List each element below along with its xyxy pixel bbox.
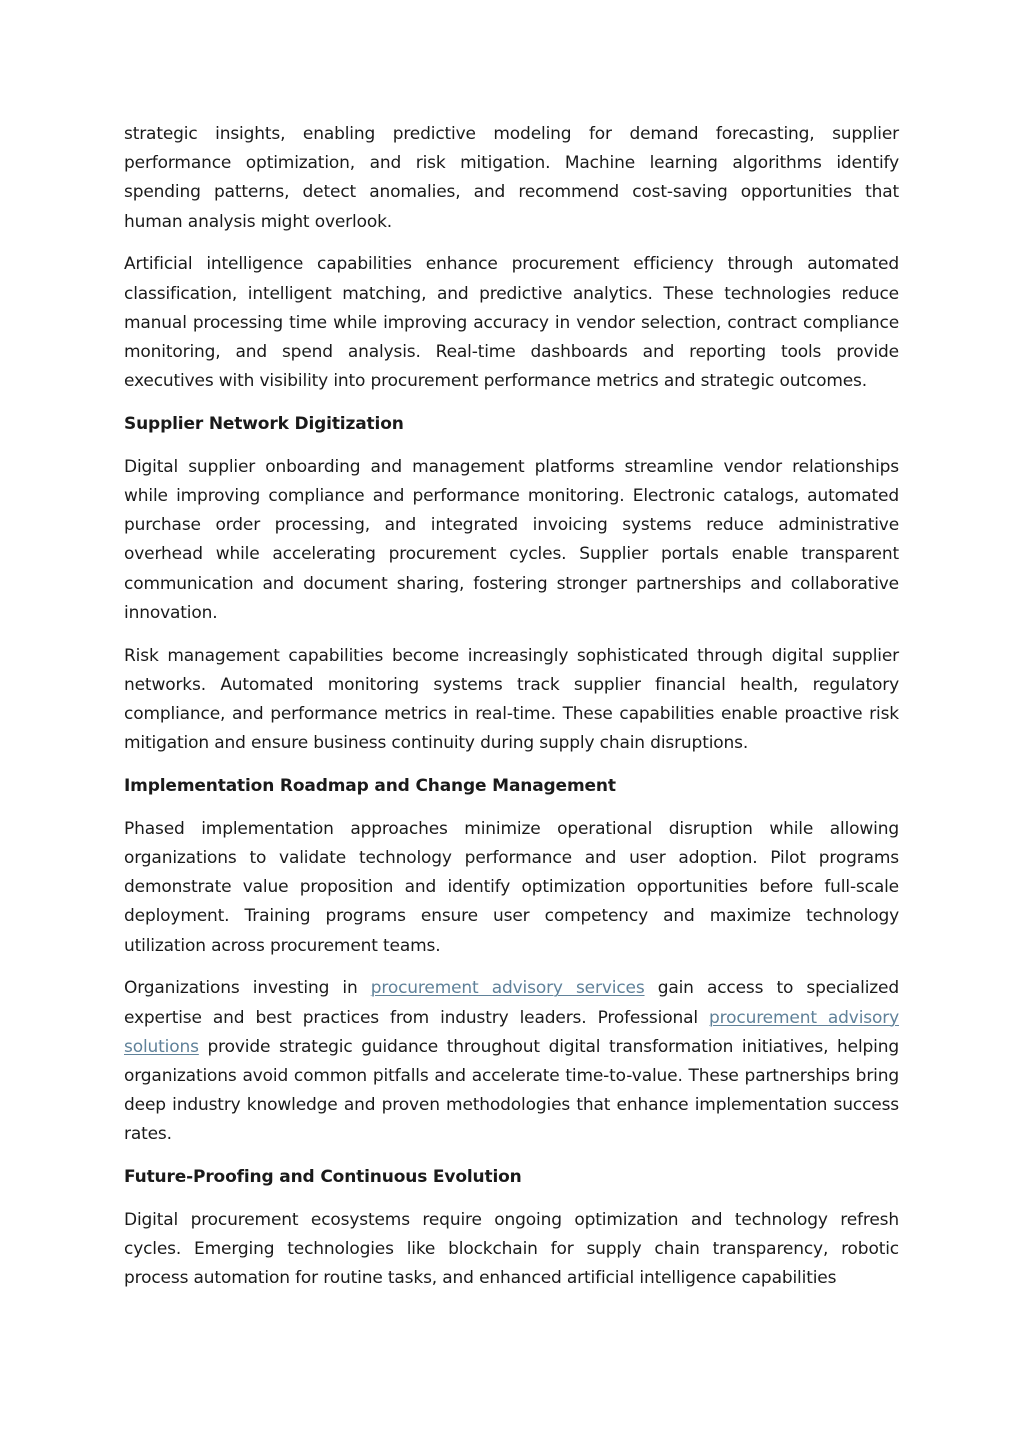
- heading-implementation-roadmap: Implementation Roadmap and Change Management: [124, 776, 616, 797]
- procurement-advisory-services-link[interactable]: procurement advisory services: [370, 978, 645, 999]
- document-page: [124, 120, 899, 1307]
- paragraph-ai-capabilities: Artificial intelligence capabilities enhance procurement efficiency through automated classification, intelligent matching, and predictive analytics. These technologies reduce manual processing time while improving accuracy in vendor selection, contract compliance monitoring, and spend analysis. Real-time dashboards and reporting tools provide executives with visibility into procurement performance metrics and strategic outcomes.: [124, 254, 899, 392]
- advisory-text-1: Organizations investing in: [124, 978, 371, 999]
- paragraph-supplier-onboarding: Digital supplier onboarding and management platforms streamline vendor relationships while improving compliance and performance monitoring. Electronic catalogs, automated purchase order processing, and integrated invoicing systems reduce administrative overhead while accelerating procurement cycles. Supplier portals enable transparent communication and document sharing, fostering stronger partnerships and collaborative innovation.: [124, 456, 899, 623]
- advisory-text-2: gain access to specialized expertise and best practices from industry leaders. Professional: [124, 978, 899, 1028]
- advisory-text-3: provide strategic guidance throughout digital transformation initiatives, helping organizations avoid common pitfalls and accelerate time-to-value. These partnerships bring deep industry knowledge and proven methodologies that enhance implementation success rates.: [124, 1036, 899, 1145]
- procurement-advisory-solutions-link[interactable]: procurement advisory solutions: [124, 1007, 899, 1057]
- paragraph-phased-implementation: Phased implementation approaches minimize operational disruption while allowing organizations to validate technology performance and user adoption. Pilot programs demonstrate value proposition and identify optimization opportunities before full-scale deployment. Training programs ensure user competency and maximize technology utilization across procurement teams.: [124, 818, 899, 956]
- paragraph-ml-insights: strategic insights, enabling predictive modeling for demand forecasting, supplier performance optimization, and risk mitigation. Machine learning algorithms identify spending patterns, detect anomalies, and recommend cost-saving opportunities that human analysis might overlook.: [124, 124, 899, 232]
- heading-future-proofing: Future-Proofing and Continuous Evolution: [124, 1167, 522, 1188]
- heading-supplier-network: Supplier Network Digitization: [124, 414, 404, 435]
- paragraph-digital-ecosystems: Digital procurement ecosystems require ongoing optimization and technology refresh cycles. Emerging technologies like blockchain for supply chain transparency, robotic process automation for routine tasks, and enhanced artificial intelligence capabilities: [124, 1210, 899, 1289]
- paragraph-advisory: [124, 974, 899, 1149]
- paragraph-risk-management: Risk management capabilities become increasingly sophisticated through digital supplier networks. Automated monitoring systems track supplier financial health, regulatory compliance, and performance metrics in real-time. These capabilities enable proactive risk mitigation and ensure business continuity during supply chain disruptions.: [124, 645, 899, 754]
